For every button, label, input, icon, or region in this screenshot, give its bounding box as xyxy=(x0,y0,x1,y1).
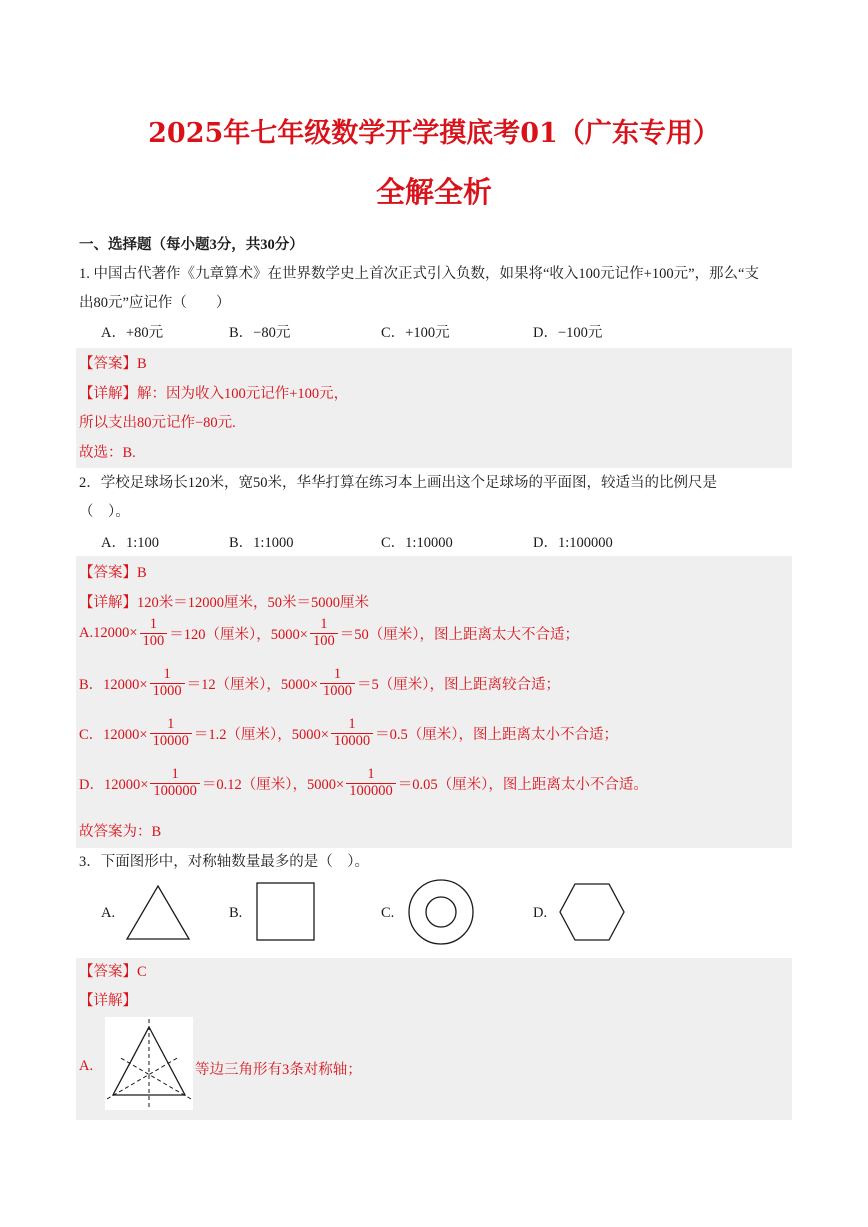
fraction-denominator: 1000 xyxy=(323,682,353,699)
q2-calc-a-end: ＝50（厘米），图上距离太大不合适； xyxy=(339,626,579,643)
q2-calc-c-frac1 xyxy=(150,717,192,750)
q2-calc-a-mid: ＝120（厘米），5000× xyxy=(169,626,308,643)
concentric-circles-icon xyxy=(407,878,475,946)
fraction-numerator: 1 xyxy=(150,767,200,784)
fraction-denominator: 1000 xyxy=(152,682,182,699)
fraction-denominator: 10000 xyxy=(333,732,371,749)
q2-calc-c-frac2 xyxy=(331,717,373,750)
equilateral-triangle-icon xyxy=(125,884,191,942)
q2-calc-b xyxy=(79,667,560,700)
q2-stem-line2: （ ）。 xyxy=(79,504,130,520)
q2-stem-line1: 2．学校足球场长120米，宽50米，华华打算在练习本上画出这个足球场的平面图，较适当的比例尺是 xyxy=(79,475,717,491)
q2-option-d: D．1:100000 xyxy=(533,535,613,551)
q1-answer: 【答案】B xyxy=(79,356,147,372)
q2-calc-d-end: ＝0.05（厘米），图上距离太小不合适。 xyxy=(397,776,648,793)
q3-option-c-label: C. xyxy=(381,905,395,921)
q2-calc-c-mid: ＝1.2（厘米），5000× xyxy=(193,726,329,743)
q2-calc-b-end: ＝5（厘米），图上距离较合适； xyxy=(357,676,561,693)
fraction-numerator: 1 xyxy=(331,717,373,734)
q2-calc-c-end: ＝0.5（厘米），图上距离太小不合适； xyxy=(375,726,619,743)
triangle-symmetry-axes-icon xyxy=(105,1017,193,1110)
q1-detail-line1 xyxy=(79,382,348,403)
q1-option-a: A．+80元 xyxy=(101,325,164,341)
q2-answer: 【答案】B xyxy=(79,565,147,581)
fraction-numerator: 1 xyxy=(140,617,168,634)
q2-detail-text: 120米＝12000厘米，50米＝5000厘米 xyxy=(137,595,369,611)
q3-option-d-label: D. xyxy=(533,905,548,921)
q1-option-d: D．−100元 xyxy=(533,325,603,341)
q2-calc-b-prefix: B．12000× xyxy=(79,676,148,693)
q2-conclusion: 故答案为：B xyxy=(79,824,162,840)
q2-calc-d-prefix: D．12000× xyxy=(79,776,149,793)
q2-detail-line1 xyxy=(79,591,369,612)
fraction-numerator: 1 xyxy=(320,667,355,684)
q2-detail-tag: 【详解】 xyxy=(79,595,137,611)
q2-option-c: C．1:10000 xyxy=(381,535,453,551)
q2-calc-b-frac1 xyxy=(150,667,185,700)
q1-option-c: C．+100元 xyxy=(381,325,450,341)
q1-detail-line2: 所以支出80元记作−80元. xyxy=(79,415,236,431)
page-title: 2025年七年级数学开学摸底考01（广东专用） xyxy=(148,118,720,149)
fraction-numerator: 1 xyxy=(346,767,396,784)
q2-calc-c xyxy=(79,717,618,750)
q1-detail-text: 解：因为收入100元记作+100元， xyxy=(137,386,349,402)
q1-answer-box xyxy=(76,348,792,468)
q2-calc-d-frac2 xyxy=(346,767,396,800)
fraction-numerator: 1 xyxy=(310,617,338,634)
q3-detail-tag: 【详解】 xyxy=(79,993,137,1009)
q2-calc-c-prefix: C．12000× xyxy=(79,726,148,743)
q1-stem-line2: 出80元”应记作（ ） xyxy=(79,295,231,311)
fraction-numerator: 1 xyxy=(150,667,185,684)
q3-option-a-label: A. xyxy=(101,905,116,921)
section-heading: 一、选择题（每小题3分，共30分） xyxy=(79,237,304,253)
q2-calc-b-frac2 xyxy=(320,667,355,700)
q3-stem: 3．下面图形中，对称轴数量最多的是（ ）。 xyxy=(79,854,369,870)
q2-calc-a-frac2 xyxy=(310,617,338,650)
q2-calc-d-frac1 xyxy=(150,767,200,800)
q3-answer: 【答案】C xyxy=(79,964,147,980)
q3-explain-a-label: A. xyxy=(79,1058,94,1074)
fraction-denominator: 100 xyxy=(142,632,165,649)
q3-option-b-label: B. xyxy=(229,905,243,921)
q2-calc-a-prefix: A.12000× xyxy=(79,624,138,641)
q1-option-b: B．−80元 xyxy=(229,325,291,341)
fraction-numerator: 1 xyxy=(150,717,192,734)
page-subtitle: 全解全析 xyxy=(375,175,492,209)
q2-option-b: B．1:1000 xyxy=(229,535,294,551)
q2-calc-a xyxy=(79,617,579,650)
q2-calc-b-mid: ＝12（厘米），5000× xyxy=(186,676,319,693)
fraction-denominator: 10000 xyxy=(152,732,189,749)
q2-calc-a-frac1 xyxy=(140,617,168,650)
fraction-denominator: 100000 xyxy=(153,782,197,799)
q2-calc-d xyxy=(79,767,648,800)
q1-detail-tag: 【详解】 xyxy=(79,386,137,402)
q2-option-a: A．1:100 xyxy=(101,535,159,551)
q2-calc-d-mid: ＝0.12（厘米），5000× xyxy=(201,776,345,793)
fraction-denominator: 100000 xyxy=(349,782,393,799)
q1-conclusion: 故选：B. xyxy=(79,445,136,461)
square-icon xyxy=(256,882,316,942)
q3-explain-a-text: 等边三角形有3条对称轴； xyxy=(195,1062,362,1078)
q1-stem-line1: 1. 中国古代著作《九章算术》在世界数学史上首次正式引入负数，如果将“收入100元记作+100元”，那么“支 xyxy=(79,266,759,282)
fraction-denominator: 100 xyxy=(312,632,335,649)
hexagon-icon xyxy=(558,882,626,942)
